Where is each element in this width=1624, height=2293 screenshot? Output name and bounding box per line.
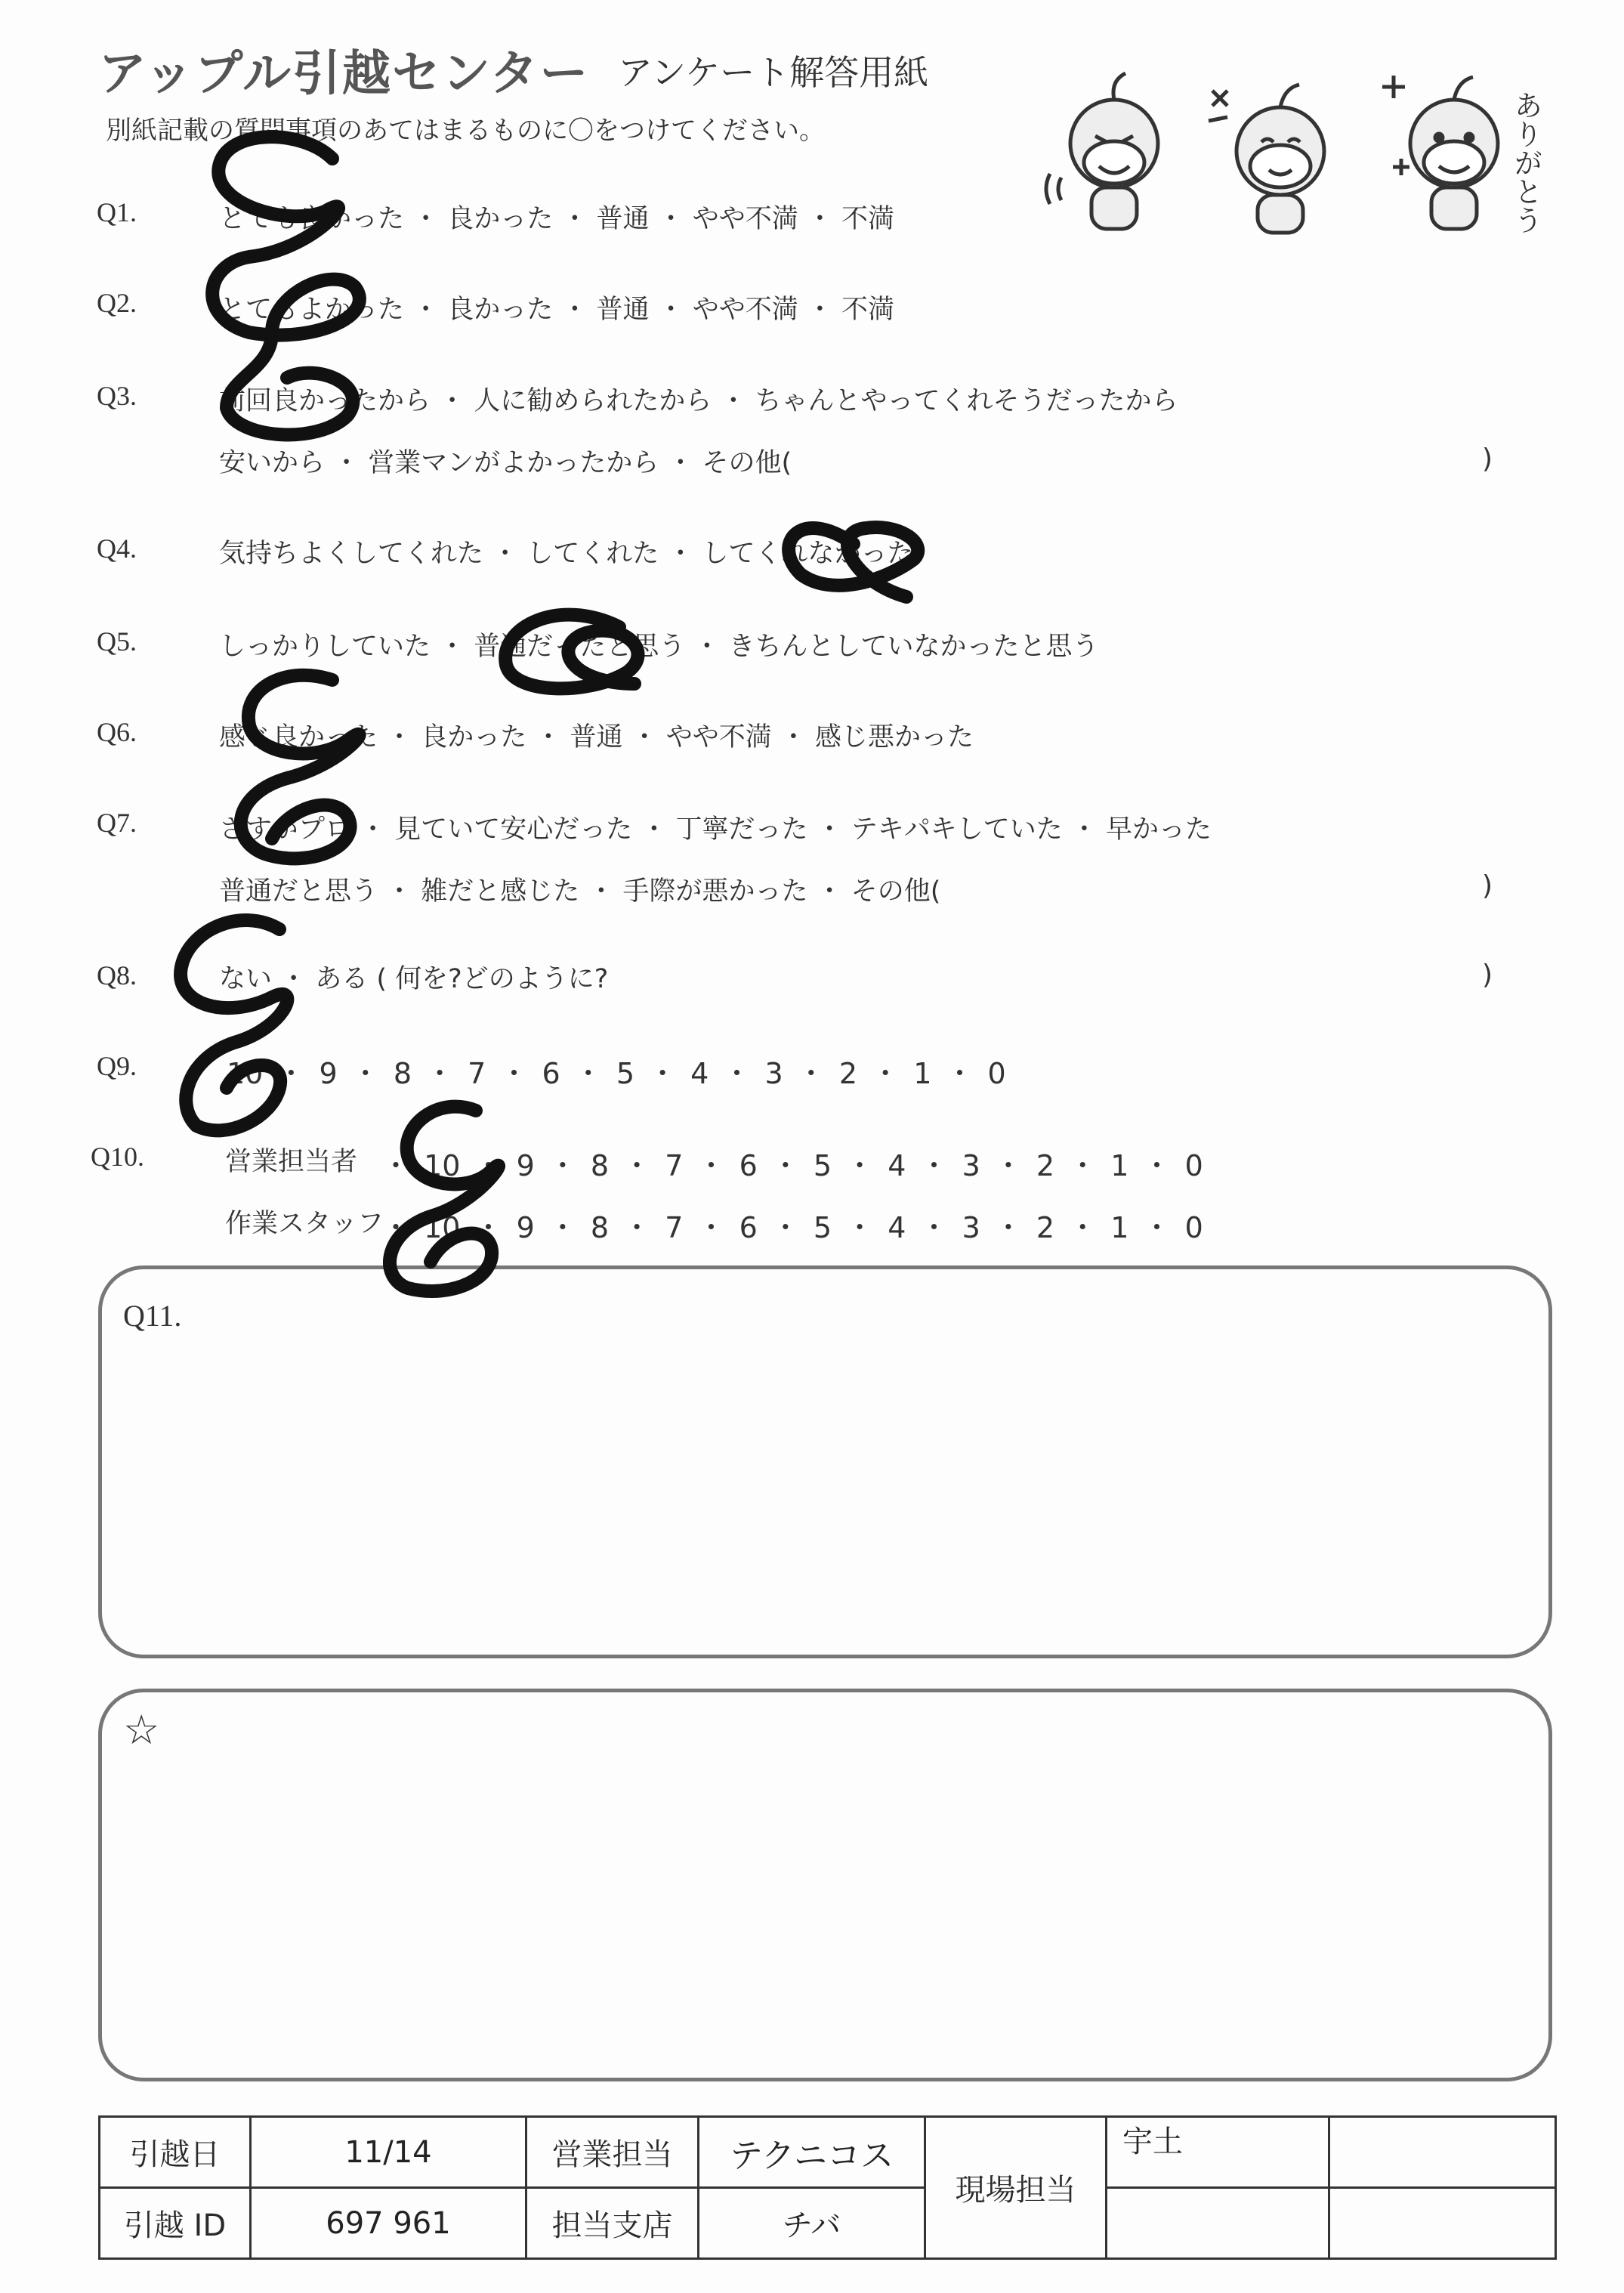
- q7-options-line1: さすがプロ ・ 見ていて安心だった ・ 丁寧だった ・ テキパキしていた ・ 早かった: [219, 814, 1212, 845]
- site-staff-cell-3[interactable]: [1329, 2188, 1556, 2259]
- q6-q7-circle-mark: [241, 675, 360, 859]
- branch-label: 担当支店: [526, 2188, 699, 2259]
- q10-staff-scale: ・ 10 ・ 9 ・ 8 ・ 7 ・ 6 ・ 5 ・ 4 ・ 3 ・ 2 ・ 1 ・ 0: [381, 1211, 1203, 1244]
- branch-value[interactable]: チバ: [699, 2188, 925, 2259]
- q10-sales-label: 営業担当者: [225, 1147, 358, 1177]
- q1-number: Q1.: [97, 197, 137, 227]
- q8-options: ない ・ ある ( 何を?どのように?: [219, 964, 609, 994]
- q1-options: とても良かった ・ 良かった ・ 普通 ・ やや不満 ・ 不満: [219, 204, 895, 234]
- q7-number: Q7.: [97, 808, 137, 838]
- q6-options: 感じ良かった ・ 良かった ・ 普通 ・ やや不満 ・ 感じ悪かった: [219, 722, 974, 752]
- q3-close-paren: ): [1482, 443, 1493, 474]
- q7-close-paren: ): [1482, 870, 1493, 901]
- q9-number: Q9.: [97, 1051, 137, 1081]
- move-id-value[interactable]: 697 961: [251, 2188, 526, 2259]
- q10-staff-label: 作業スタッフ: [225, 1209, 384, 1239]
- q10-number: Q10.: [91, 1142, 144, 1172]
- q4-circle-mark: [789, 527, 918, 597]
- q5-options: しっかりしていた ・ 普通だったと思う ・ きちんとしていなかったと思う: [219, 632, 1099, 662]
- q3-number: Q3.: [97, 381, 137, 411]
- q8-q9-circle-mark: [181, 920, 287, 1130]
- instruction-text: 別紙記載の質問事項のあてはまるものに〇をつけてください。: [106, 116, 825, 146]
- company-title: アップル引越センター: [98, 46, 590, 102]
- q2-number: Q2.: [97, 288, 137, 318]
- sales-rep-value[interactable]: テクニコス: [699, 2117, 925, 2188]
- q2-options: とてもよかった ・ 良かった ・ 普通 ・ やや不満 ・ 不満: [219, 295, 895, 325]
- q1-q3-circle-mark: [212, 137, 360, 434]
- site-staff-cell-2[interactable]: [1107, 2188, 1329, 2259]
- move-id-label: 引越 ID: [100, 2188, 251, 2259]
- sales-rep-label: 営業担当: [526, 2117, 699, 2188]
- q4-options: 気持ちよくしてくれた ・ してくれた ・ してくれなかった: [219, 539, 914, 569]
- q3-options-line2: 安いから ・ 営業マンがよかったから ・ その他(: [219, 448, 792, 478]
- footer-info-table: [98, 2115, 1557, 2260]
- site-staff-label: 現場担当: [925, 2117, 1107, 2259]
- move-date-label: 引越日: [100, 2117, 251, 2188]
- thanks-vertical-text: ありがとう: [1509, 91, 1542, 234]
- q10-circle-mark: [390, 1107, 499, 1291]
- q11-comment-box[interactable]: [98, 1265, 1552, 1658]
- q3-options-line1: 前回良かったから ・ 人に勧められたから ・ ちゃんとやってくれそうだったから: [219, 386, 1178, 416]
- q10-sales-scale: ・ 10 ・ 9 ・ 8 ・ 7 ・ 6 ・ 5 ・ 4 ・ 3 ・ 2 ・ 1 ・ 0: [381, 1149, 1203, 1182]
- star-label: ☆: [123, 1707, 160, 1753]
- q4-number: Q4.: [97, 533, 137, 564]
- q7-options-line2: 普通だと思う ・ 雑だと感じた ・ 手際が悪かった ・ その他(: [219, 876, 941, 907]
- star-comment-box[interactable]: [98, 1689, 1552, 2081]
- q8-number: Q8.: [97, 960, 137, 990]
- q9-scale: 10 ・ 9 ・ 8 ・ 7 ・ 6 ・ 5 ・ 4 ・ 3 ・ 2 ・ 1 ・ 0: [227, 1057, 1006, 1090]
- site-staff-extra-cell[interactable]: [1329, 2117, 1556, 2188]
- q5-number: Q5.: [97, 626, 137, 657]
- q6-number: Q6.: [97, 717, 137, 747]
- q5-circle-mark: [505, 615, 638, 689]
- site-staff-value[interactable]: 宇土: [1107, 2117, 1329, 2188]
- form-title: アンケート解答用紙: [618, 52, 929, 93]
- move-date-value[interactable]: 11/14: [251, 2117, 526, 2188]
- q11-label: Q11.: [123, 1299, 182, 1333]
- q8-close-paren: ): [1482, 960, 1493, 990]
